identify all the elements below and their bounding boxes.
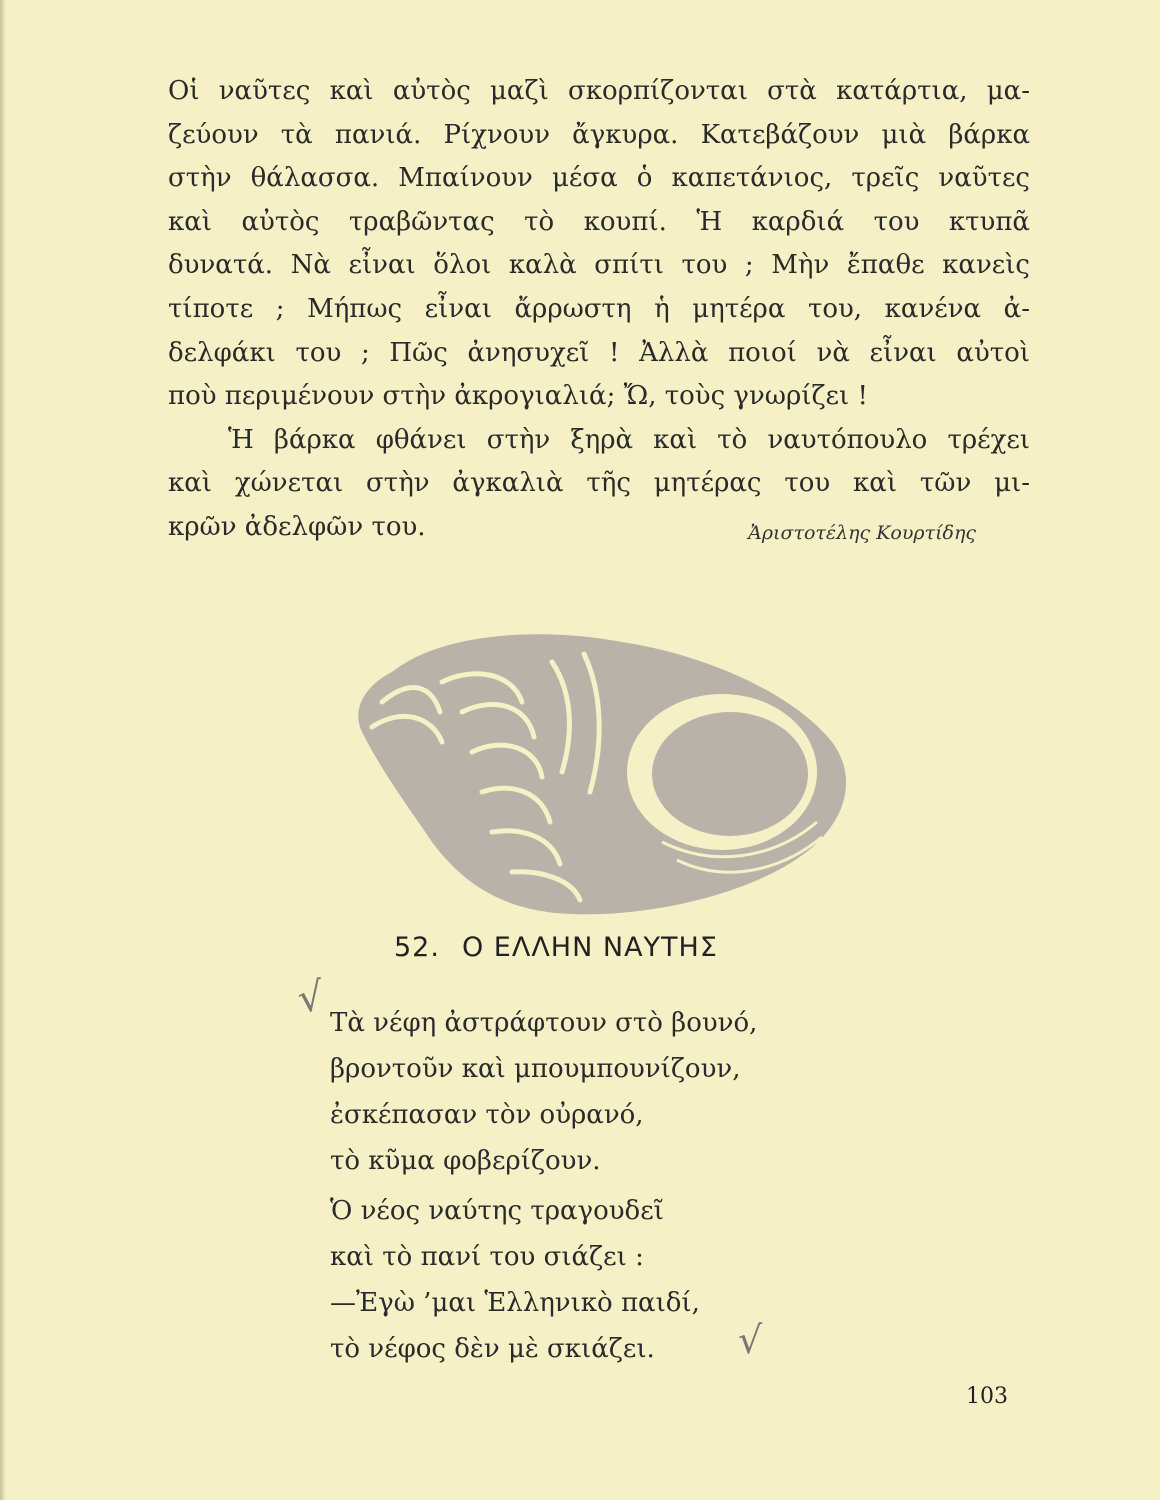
poem-title: Ο ΕΛΛΗΝ ΝΑΥΤΗΣ xyxy=(461,932,718,963)
prose-line: δελφάκι του ; Πῶς ἀνησυχεῖ ! Ἀλλὰ ποιοί νὰ εἶναι αὐτοὶ xyxy=(168,337,1030,368)
poem-number: 52. xyxy=(394,932,440,963)
prose-line: τίποτε ; Μήπως εἶναι ἄρρωστη ἡ μητέρα του, κανένα ἀ- xyxy=(168,293,1030,324)
sea-shell-icon xyxy=(322,632,862,922)
poem-verse: τὸ κῦμα φοβερίζουν. xyxy=(330,1146,601,1176)
prose-line: ποὺ περιμένουν στὴν ἀκρογιαλιά; Ὤ, τοὺς γνωρίζει ! xyxy=(168,381,868,412)
poem-verse: Ὁ νέος ναύτης τραγουδεῖ xyxy=(330,1196,664,1226)
prose-line: Οἱ ναῦτες καὶ αὐτὸς μαζὶ σκορπίζονται στὰ κατάρτια, μα- xyxy=(168,76,1030,106)
prose-line: καὶ αὐτὸς τραβῶντας τὸ κουπί. Ἡ καρδιά του κτυπᾶ xyxy=(168,206,1030,237)
prose-line: δυνατά. Νὰ εἶναι ὅλοι καλὰ σπίτι του ; Μὴν ἔπαθε κανεὶς xyxy=(168,250,1030,281)
poem-verse: βροντοῦν καὶ μπουμπουνίζουν, xyxy=(330,1054,741,1084)
check-mark-icon: √ xyxy=(294,973,327,1023)
prose-line: στὴν θάλασσα. Μπαίνουν μέσα ὁ καπετάνιος, τρεῖς ναῦτες xyxy=(168,163,1030,194)
prose-line: Ἡ βάρκα φθάνει στὴν ξηρὰ καὶ τὸ ναυτόπουλο τρέχει xyxy=(228,424,1030,455)
poem-stanza xyxy=(330,1188,700,1372)
poem-verse: —Ἐγὼ ’μαι Ἑλληνικὸ παιδί, xyxy=(330,1288,700,1318)
poem-verse: καὶ τὸ πανί του σιάζει : xyxy=(330,1242,644,1272)
page-number: 103 xyxy=(966,1384,1008,1409)
prose-passage xyxy=(168,70,1030,550)
page-edge xyxy=(0,0,6,1500)
poem-heading xyxy=(394,932,718,963)
author-signature: Ἀριστοτέλης Κουρτίδης xyxy=(748,522,976,544)
prose-line: ζεύουν τὰ πανιά. Ρίχνουν ἄγκυρα. Κατεβάζουν μιὰ βάρκα xyxy=(168,119,1030,150)
prose-line: καὶ χώνεται στὴν ἀγκαλιὰ τῆς μητέρας του καὶ τῶν μι- xyxy=(168,468,1030,499)
prose-line: κρῶν ἀδελφῶν του. xyxy=(168,511,426,542)
check-mark-icon: √ xyxy=(738,1318,763,1362)
poem-verse: τὸ νέφος δὲν μὲ σκιάζει. xyxy=(330,1334,655,1364)
poem-stanza xyxy=(330,1000,757,1184)
poem-verse: Τὰ νέφη ἀστράφτουν στὸ βουνό, xyxy=(330,1008,758,1038)
poem-verse: ἐσκέπασαν τὸν οὐρανό, xyxy=(330,1100,644,1130)
